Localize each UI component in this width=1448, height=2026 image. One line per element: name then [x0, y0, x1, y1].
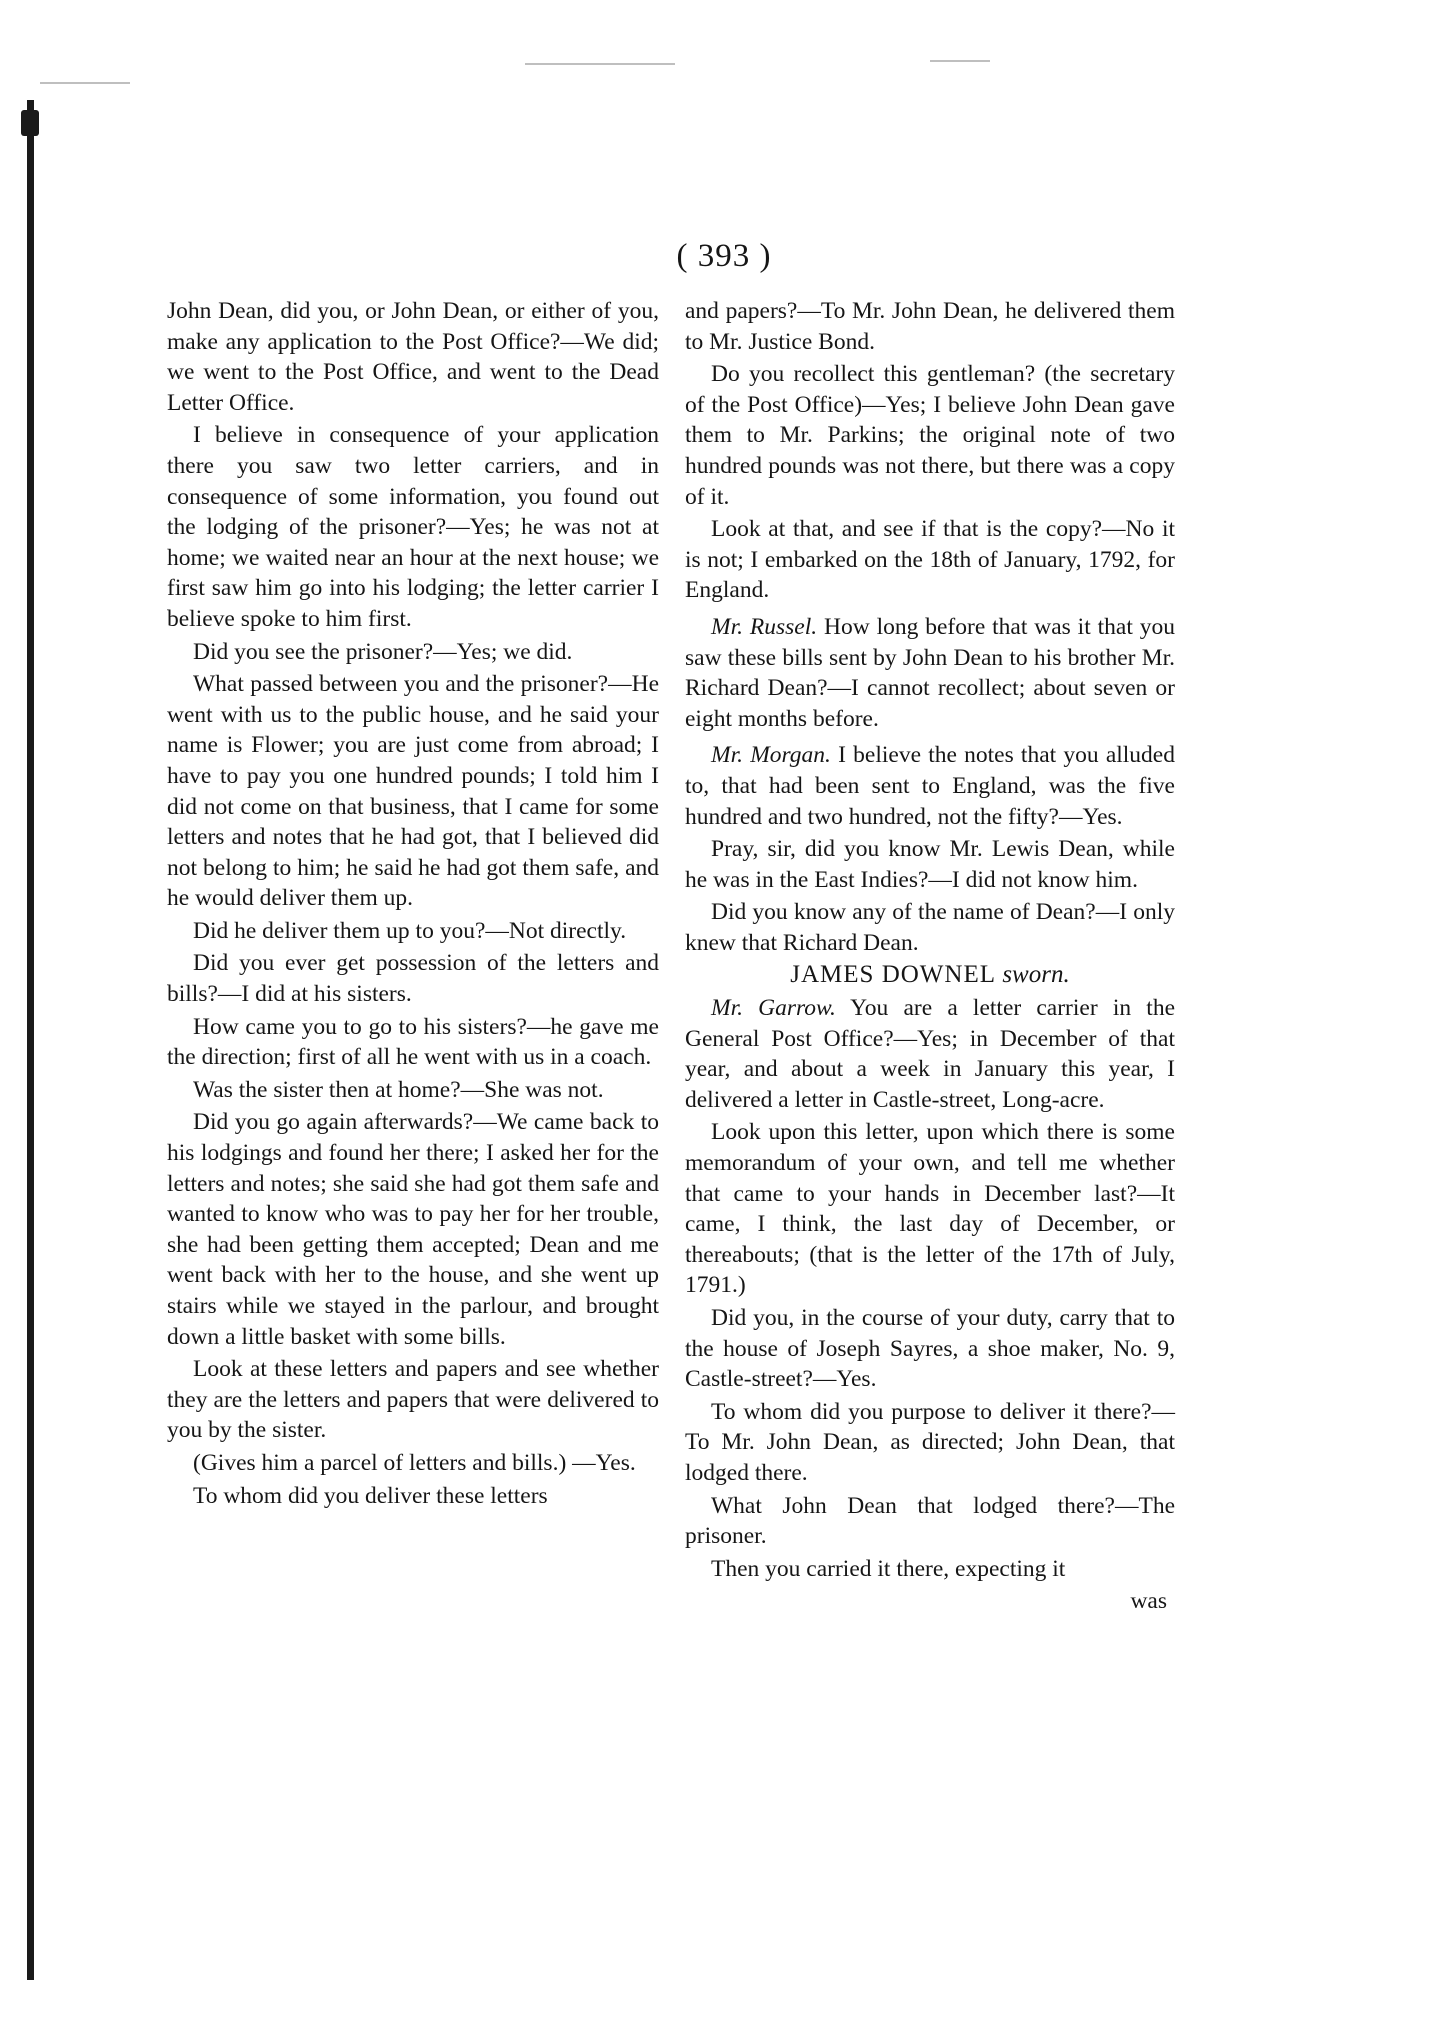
- paragraph-text: I believe the notes that you alluded to, that had been sent to England, was the five hundred and two hundred, not the fifty?—Yes.: [685, 742, 1175, 830]
- paragraph-text: How long before that was it that you saw these bills sent by John Dean to his brother Mr. Richard Dean?—I cannot recollect; about seven or eight months before.: [685, 613, 1175, 732]
- paragraph: To whom did you purpose to deliver it there?—To Mr. John Dean, as directed; John Dean, that lodged there.: [685, 1398, 1175, 1486]
- paragraph: Then you carried it there, expecting it: [711, 1555, 1066, 1582]
- paragraph: How came you to go to his sisters?—he gave me the direction; first of all he went with us in a coach.: [167, 1013, 659, 1071]
- paragraph: Look at that, and see if that is the copy?—No it is not; I embarked on the 18th of January, 1792, for England.: [685, 516, 1175, 604]
- witness-heading: [685, 960, 1175, 991]
- catchword: was: [1130, 1588, 1167, 1615]
- paragraph: What John Dean that lodged there?—The prisoner.: [685, 1492, 1175, 1550]
- right-column: [685, 296, 1175, 1619]
- paragraph: To whom did you deliver these letters: [193, 1482, 548, 1509]
- paragraph: Was the sister then at home?—She was not.: [193, 1076, 604, 1103]
- paragraph: Pray, sir, did you know Mr. Lewis Dean, while he was in the East Indies?—I did not know him.: [685, 836, 1175, 893]
- paragraph: [685, 612, 1175, 734]
- paragraph: and papers?—To Mr. John Dean, he delivered them to Mr. Justice Bond.: [685, 298, 1175, 355]
- witness-status: sworn.: [1002, 961, 1070, 989]
- binding-mark: [21, 110, 39, 136]
- paragraph: Did he deliver them up to you?—Not directly.: [193, 917, 627, 944]
- paragraph: Do you recollect this gentleman? (the secretary of the Post Office)—Yes; I believe John Dean gave them to Mr. Parkins; the original note of two hundred pounds was not there, but there was a copy of it.: [685, 361, 1175, 510]
- speaker-name: Mr. Russel.: [711, 613, 818, 640]
- paragraph: [685, 740, 1175, 832]
- page-number: ( 393 ): [676, 238, 772, 274]
- paragraph: John Dean, did you, or John Dean, or either of you, make any application to the Post Office?—We did; we went to the Post Office, and went to the Dead Letter Office.: [167, 298, 659, 416]
- paragraph: Did you ever get possession of the letters and bills?—I did at his sisters.: [167, 950, 659, 1008]
- binding-edge: [27, 100, 34, 1980]
- left-column: [167, 296, 659, 1513]
- paragraph-text: You are a letter carrier in the General Post Office?—Yes; in December of that year, and about a week in January this year, I delivered a letter in Castle-street, Long-acre.: [685, 995, 1175, 1113]
- scan-smudge: [40, 82, 130, 84]
- speaker-name: Mr. Garrow.: [711, 995, 836, 1022]
- paragraph: I believe in consequence of your application there you saw two letter carriers, and in consequence of some information, you found out the lodging of the prisoner?—Yes; he was not at home; we waited near an hour at the next house; we first saw him go into his lodging; the letter carrier I believe spoke to him first.: [167, 422, 659, 632]
- paragraph: [685, 993, 1175, 1115]
- paragraph: Did you go again afterwards?—We came back to his lodgings and found her there; I asked her for the letters and notes; she said she had got them safe and wanted to know who was to pay her for her trouble, she had been getting them accepted; Dean and me went back with her to the house, and she went up stairs while we stayed in the parlour, and brought down a little basket with some bills.: [167, 1109, 659, 1350]
- paragraph: Did you see the prisoner?—Yes; we did.: [193, 638, 573, 665]
- witness-name: JAMES DOWNEL: [790, 961, 996, 989]
- paragraph: Did you know any of the name of Dean?—I only knew that Richard Dean.: [685, 899, 1175, 956]
- speaker-name: Mr. Morgan.: [711, 742, 831, 769]
- paragraph: Look at these letters and papers and see whether they are the letters and papers that were delivered to you by the sister.: [167, 1356, 659, 1444]
- scan-smudge: [525, 63, 675, 65]
- paragraph: What passed between you and the prisoner?—He went with us to the public house, and he said your name is Flower; you are just come from abroad; I have to pay you one hundred pounds; I told him I did not come on that business, that I came for some letters and notes that he had got, that I believed did not belong to him; he said he had got them safe, and he would deliver them up.: [167, 671, 659, 912]
- paragraph: Look upon this letter, upon which there is some memorandum of your own, and tell me whether that came to your hands in December last?—It came, I think, the last day of December, or thereabouts; (that is the letter of the 17th of July, 1791.): [685, 1119, 1175, 1299]
- paragraph: Did you, in the course of your duty, carry that to the house of Joseph Sayres, a shoe maker, No. 9, Castle-street?—Yes.: [685, 1305, 1175, 1393]
- paragraph: (Gives him a parcel of letters and bills.) —Yes.: [193, 1449, 636, 1476]
- scan-smudge: [930, 60, 990, 62]
